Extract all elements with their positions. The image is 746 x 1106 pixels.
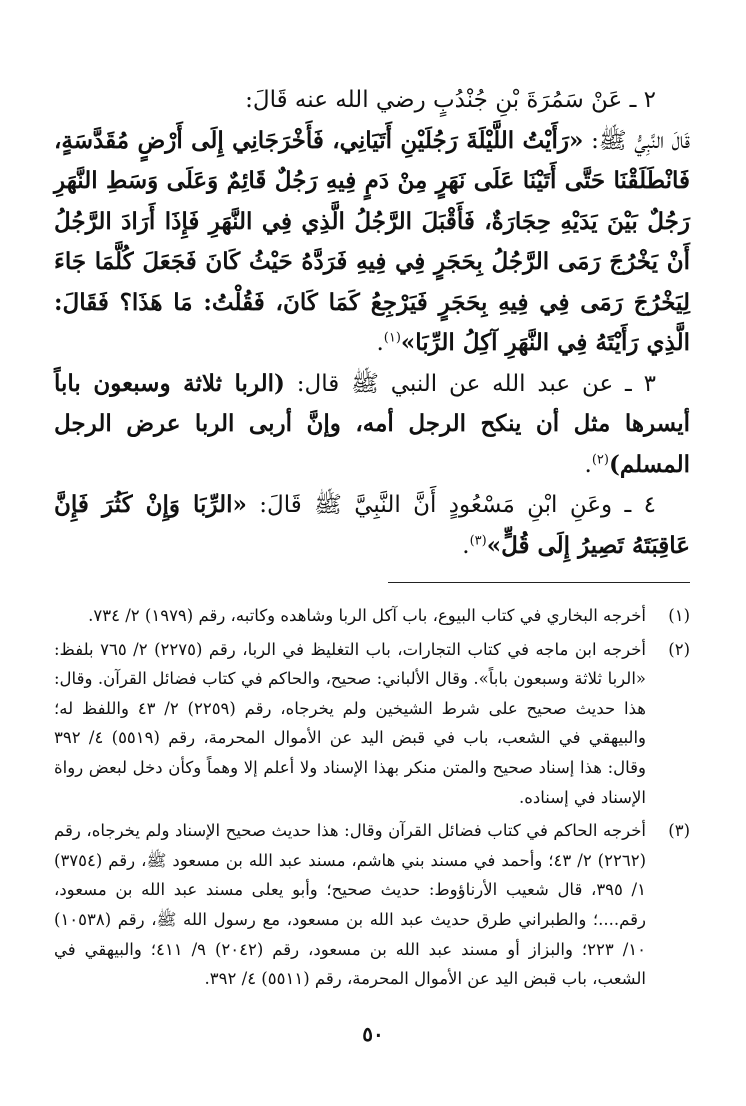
footnote-text: أخرجه ابن ماجه في كتاب التجارات، باب التغليظ في الربا، رقم (٢٢٧٥) ٢/ ٧٦٥ بلفظ: «الربا ثلاثة وسبعون باباً». وقال الألباني: صحيح، والحاكم في كتاب فضائل القرآن. وقال: هذا حديث صحيح على شرط الشيخين ولم يخرجاه، رقم (٢٢٥٩) ٢/ ٤٣ واللفظ له؛ والبيهقي في الشعب، باب في قبض اليد عن الأموال المحرمة، رقم (٥٥١٩) ٤/ ٣٩٢ وقال: هذا إسناد صحيح والمتن منكر بهذا الإسناد ولا أعلم إلا وهماً وكأن دخل لبعض رواة الإسناد في إسناده.: [54, 639, 647, 807]
footnote-ref-3: (٣): [469, 532, 487, 548]
hadith-2-end: .: [376, 330, 384, 356]
hadith-2-body: [54, 121, 690, 364]
footnote-number: (٢): [668, 639, 690, 659]
hadith-2-intro: ٢ ـ عَنْ سَمُرَةَ بْنِ جُنْدُبٍ رضي الله عنه قَالَ:: [245, 87, 656, 113]
footnote-divider: [388, 582, 690, 583]
hadith-3-end: .: [584, 451, 592, 478]
hadith-4-lead: ٤ ـ وعَنِ ابْنِ مَسْعُودٍ أَنَّ النَّبِيَّ ﷺ قَالَ:: [246, 492, 656, 518]
hadith-4: [54, 485, 690, 566]
footnote-1: [54, 601, 690, 631]
page-number: ٥٠: [362, 1022, 384, 1046]
footnote-ref-2: (٢): [591, 451, 609, 467]
hadith-3-lead: ٣ ـ عن عبد الله عن النبي ﷺ قال:: [284, 370, 657, 397]
hadith-4-end: .: [462, 532, 470, 559]
footnote-text: أخرجه الحاكم في كتاب فضائل القرآن وقال: هذا حديث صحيح الإسناد ولم يخرجاه، رقم (٢٢٦٢) ٢/ ٤٣؛ وأحمد في مسند بني هاشم، مسند عبد الله بن مسعود ﷺ، رقم (٣٧٥٤) ١/ ٣٩٥، قال شعيب الأرناؤوط: حديث صحيح؛ وأبو يعلى مسند عبد الله بن مسعود، رقم....؛ والطبراني طرق حديث عبد الله بن مسعود، مع رسول الله ﷺ، رقم (١٠٥٣٨) ١٠/ ٢٢٣؛ والبزاز أو مسند عبد الله بن مسعود، رقم (٢٠٤٢) ٩/ ٤١١؛ والبيهقي في الشعب، باب قبض اليد عن الأموال المحرمة، رقم (٥٥١١) ٤/ ٣٩٢.: [54, 821, 646, 989]
footnote-3: [54, 816, 690, 994]
footnotes: [54, 601, 690, 994]
footnote-number: (١): [668, 606, 690, 625]
footnote-number: (٣): [668, 821, 690, 841]
hadith-3: [54, 364, 690, 486]
hadith-2-speaker: قَالَ النَّبِيُّ ﷺ:: [583, 127, 690, 154]
footnote-ref-1: (١): [383, 330, 401, 346]
footnote-text: أخرجه البخاري في كتاب البيوع، باب آكل الربا وشاهده وكاتبه، رقم (١٩٧٩) ٢/ ٧٣٤.: [88, 606, 646, 625]
hadith-2: [54, 80, 690, 121]
footnote-2: [54, 635, 690, 813]
hadith-3-text: (الربا ثلاثة وسبعون باباً أيسرها مثل أن ينكح الرجل أمه، وإنَّ أربى الربا عرض الرجل المسلم): [54, 369, 690, 478]
main-text: [54, 80, 690, 566]
hadith-4-text: «الرِّبَا وَإِنْ كَثُرَ فَإِنَّ عَاقِبَتَهُ تَصِيرُ إِلَى قُلٍّ»: [54, 491, 690, 559]
hadith-2-text: «رَأَيْتُ اللَّيْلَةَ رَجُلَيْنِ أَتَيَانِي، فَأَخْرَجَانِي إِلَى أَرْضٍ مُقَدَّسَةٍ، فَانْطَلَقْنَا حَتَّى أَتَيْنَا عَلَى نَهَرٍ مِنْ دَمٍ فِيهِ رَجُلٌ قَائِمٌ وَعَلَى وَسَطِ النَّهَرِ رَجُلٌ بَيْنَ يَدَيْهِ حِجَارَةٌ، فَأَقْبَلَ الرَّجُلُ الَّذِي فِي النَّهَرِ فَإِذَا أَرَادَ الرَّجُلُ أَنْ يَخْرُجَ رَمَى الرَّجُلُ بِحَجَرٍ فِي فِيهِ فَرَدَّهُ حَيْثُ كَانَ فَجَعَلَ كُلَّمَا جَاءَ لِيَخْرُجَ رَمَى فِي فِيهِ بِحَجَرٍ فَيَرْجِعُ كَمَا كَانَ، فَقُلْتُ: مَا هَذَا؟ فَقَالَ: الَّذِي رَأَيْتَهُ فِي النَّهَرِ آكِلُ الرِّبَا»: [54, 126, 690, 356]
